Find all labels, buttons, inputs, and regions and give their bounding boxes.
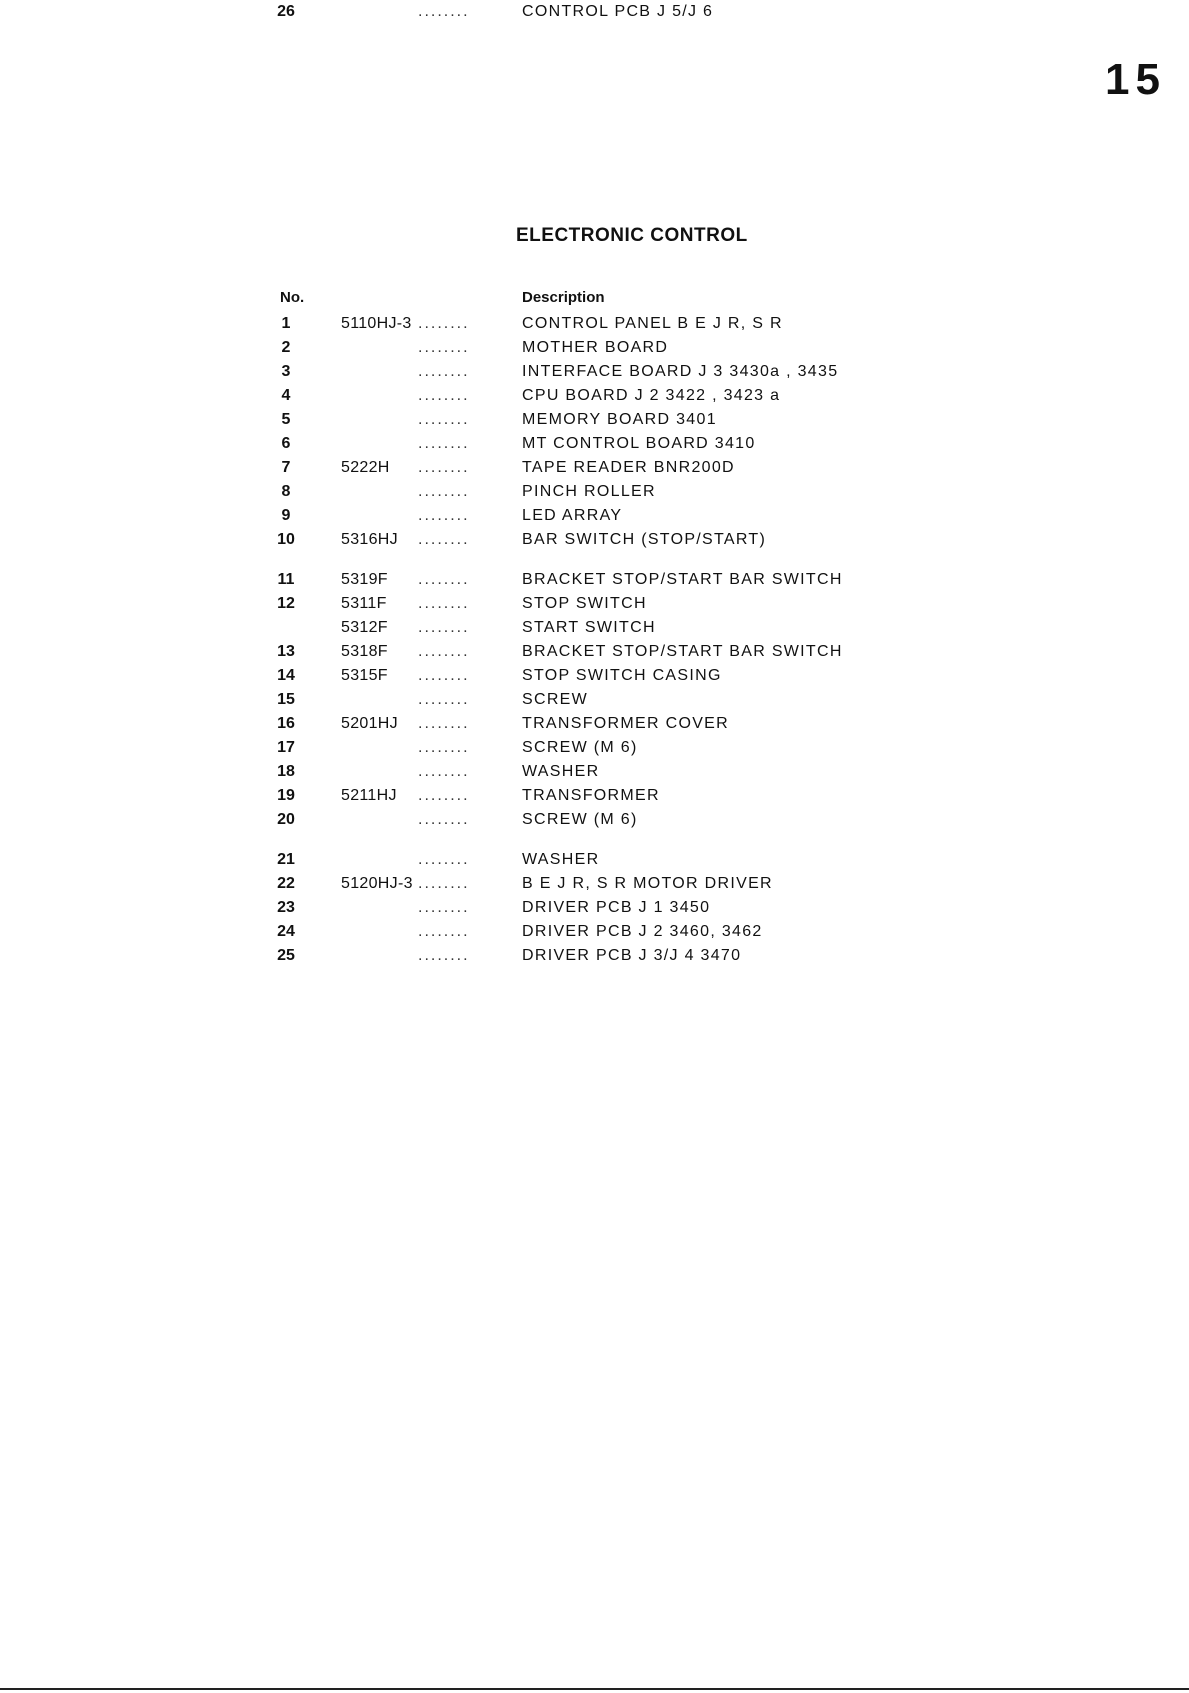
item-description: SCREW (M 6): [522, 739, 638, 756]
parts-row: [0, 384, 1189, 408]
item-number: 9: [281, 507, 291, 524]
item-description: MEMORY BOARD 3401: [522, 411, 717, 428]
leader-dots: ........: [418, 315, 470, 332]
bottom-rule: [0, 1688, 1189, 1690]
leader-dots: ........: [418, 459, 470, 476]
item-description: DRIVER PCB J 3/J 4 3470: [522, 947, 742, 964]
item-description: DRIVER PCB J 1 3450: [522, 899, 711, 916]
leader-dots: ........: [418, 507, 470, 524]
item-description: TAPE READER BNR200D: [522, 459, 735, 476]
parts-row: [0, 0, 1189, 24]
part-number: 5211HJ: [341, 787, 397, 804]
item-description: SCREW: [522, 691, 589, 708]
leader-dots: ........: [418, 595, 470, 612]
item-number: 10: [277, 531, 295, 548]
item-description: MOTHER BOARD: [522, 339, 669, 356]
parts-row: [0, 528, 1189, 552]
leader-dots: ........: [418, 483, 470, 500]
page-number: 15: [1105, 55, 1166, 104]
item-description: LED ARRAY: [522, 507, 623, 524]
parts-row: [0, 712, 1189, 736]
item-number: 17: [277, 739, 295, 756]
item-description: BRACKET STOP/START BAR SWITCH: [522, 571, 843, 588]
item-description: CONTROL PCB J 5/J 6: [522, 3, 714, 20]
parts-row: [0, 944, 1189, 968]
leader-dots: ........: [418, 571, 470, 588]
parts-row: [0, 504, 1189, 528]
item-number: 20: [277, 811, 295, 828]
leader-dots: ........: [418, 435, 470, 452]
leader-dots: ........: [418, 739, 470, 756]
leader-dots: ........: [418, 363, 470, 380]
leader-dots: ........: [418, 619, 470, 636]
page-title: ELECTRONIC CONTROL: [516, 225, 748, 246]
item-number: 3: [281, 363, 291, 380]
item-description: TRANSFORMER: [522, 787, 660, 804]
parts-row: [0, 872, 1189, 896]
parts-row: [0, 848, 1189, 872]
parts-row: [0, 616, 1189, 640]
leader-dots: ........: [418, 787, 470, 804]
leader-dots: ........: [418, 339, 470, 356]
item-number: 6: [281, 435, 291, 452]
leader-dots: ........: [418, 3, 470, 20]
item-description: PINCH ROLLER: [522, 483, 656, 500]
item-number: 18: [277, 763, 295, 780]
leader-dots: ........: [418, 691, 470, 708]
item-description: TRANSFORMER COVER: [522, 715, 729, 732]
item-number: 26: [277, 3, 295, 20]
part-number: 5120HJ-3: [341, 875, 413, 892]
item-description: INTERFACE BOARD J 3 3430a , 3435: [522, 363, 839, 380]
item-description: B E J R, S R MOTOR DRIVER: [522, 875, 773, 892]
leader-dots: ........: [418, 715, 470, 732]
part-number: 5201HJ: [341, 715, 398, 732]
part-number: 5312F: [341, 619, 388, 636]
leader-dots: ........: [418, 899, 470, 916]
parts-row: [0, 920, 1189, 944]
parts-row: [0, 568, 1189, 592]
parts-row: [0, 336, 1189, 360]
parts-row: [0, 784, 1189, 808]
parts-row: [0, 664, 1189, 688]
leader-dots: ........: [418, 923, 470, 940]
item-description: START SWITCH: [522, 619, 656, 636]
part-number: 5315F: [341, 667, 388, 684]
leader-dots: ........: [418, 667, 470, 684]
item-description: BRACKET STOP/START BAR SWITCH: [522, 643, 843, 660]
item-description: MT CONTROL BOARD 3410: [522, 435, 756, 452]
part-number: 5318F: [341, 643, 388, 660]
part-number: 5311F: [341, 595, 387, 612]
parts-row: [0, 408, 1189, 432]
parts-row: [0, 312, 1189, 336]
column-header-description: Description: [522, 289, 605, 306]
item-number: 4: [281, 387, 291, 404]
item-number: 15: [277, 691, 295, 708]
parts-row: [0, 896, 1189, 920]
item-number: 21: [277, 851, 295, 868]
parts-row: [0, 760, 1189, 784]
parts-row: [0, 808, 1189, 832]
leader-dots: ........: [418, 387, 470, 404]
item-description: WASHER: [522, 763, 600, 780]
leader-dots: ........: [418, 411, 470, 428]
leader-dots: ........: [418, 643, 470, 660]
item-number: 13: [277, 643, 295, 660]
item-description: BAR SWITCH (STOP/START): [522, 531, 767, 548]
leader-dots: ........: [418, 851, 470, 868]
part-number: 5316HJ: [341, 531, 398, 548]
item-description: STOP SWITCH CASING: [522, 667, 722, 684]
leader-dots: ........: [418, 763, 470, 780]
item-description: CPU BOARD J 2 3422 , 3423 a: [522, 387, 781, 404]
item-number: 8: [281, 483, 291, 500]
item-number: 19: [277, 787, 295, 804]
parts-row: [0, 456, 1189, 480]
item-number: 16: [277, 715, 295, 732]
item-description: DRIVER PCB J 2 3460, 3462: [522, 923, 763, 940]
item-number: 14: [277, 667, 295, 684]
part-number: 5222H: [341, 459, 390, 476]
parts-row: [0, 640, 1189, 664]
item-number: 1: [281, 315, 291, 332]
leader-dots: ........: [418, 947, 470, 964]
item-number: 23: [277, 899, 295, 916]
leader-dots: ........: [418, 531, 470, 548]
item-number: 7: [281, 459, 291, 476]
leader-dots: ........: [418, 811, 470, 828]
item-description: STOP SWITCH: [522, 595, 647, 612]
parts-row: [0, 360, 1189, 384]
item-description: CONTROL PANEL B E J R, S R: [522, 315, 783, 332]
parts-row: [0, 592, 1189, 616]
item-number: 5: [281, 411, 291, 428]
parts-row: [0, 432, 1189, 456]
part-number: 5319F: [341, 571, 388, 588]
item-number: 11: [277, 571, 295, 588]
item-number: 12: [277, 595, 295, 612]
item-number: 24: [277, 923, 295, 940]
parts-row: [0, 736, 1189, 760]
part-number: 5110HJ-3: [341, 315, 412, 332]
parts-row: [0, 480, 1189, 504]
parts-row: [0, 688, 1189, 712]
column-header-no: No.: [280, 289, 305, 306]
item-description: SCREW (M 6): [522, 811, 638, 828]
item-number: 2: [281, 339, 291, 356]
item-number: 25: [277, 947, 295, 964]
item-number: 22: [277, 875, 295, 892]
item-description: WASHER: [522, 851, 600, 868]
leader-dots: ........: [418, 875, 470, 892]
